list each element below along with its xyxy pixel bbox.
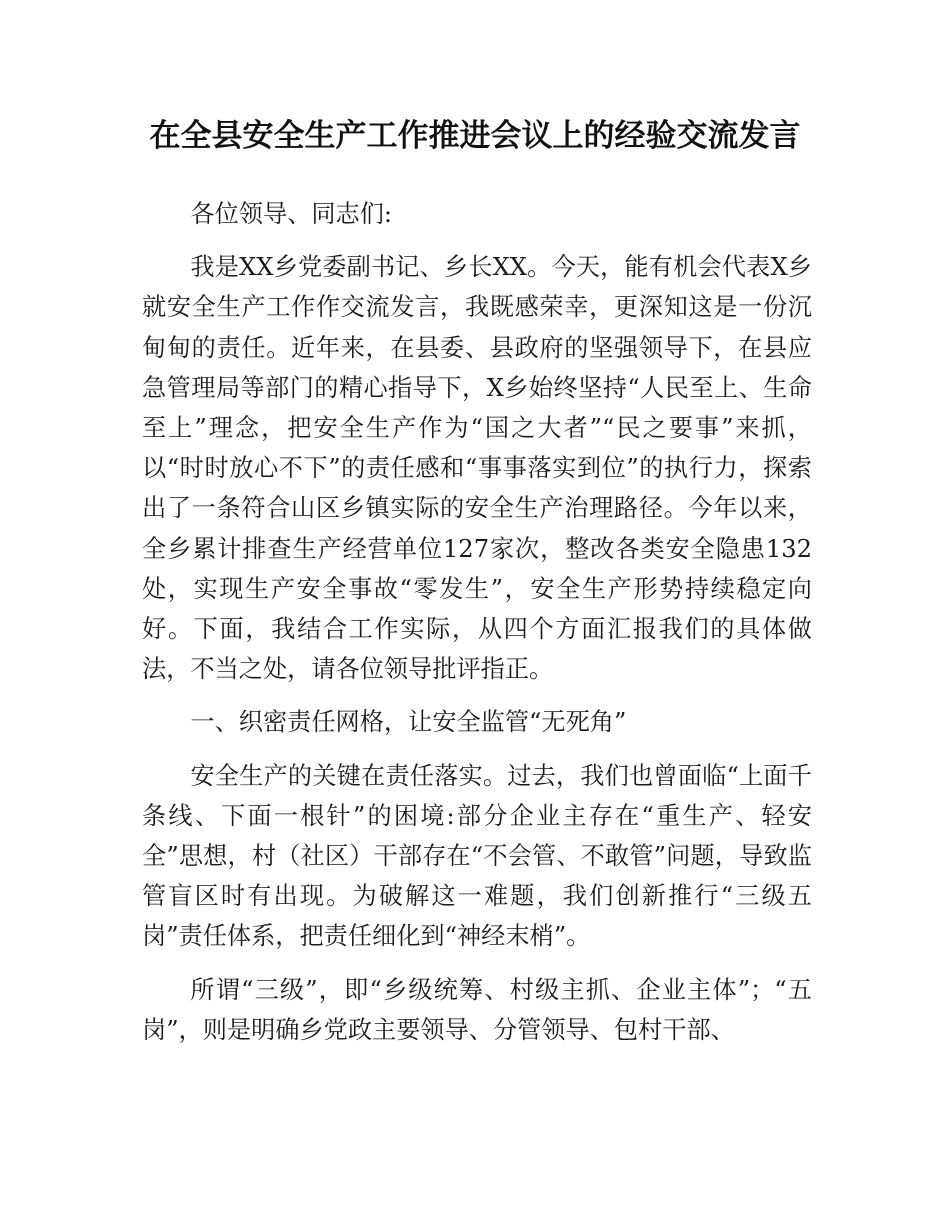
section-heading-1: 一、织密责任网格，让安全监管“无死角” bbox=[190, 708, 627, 737]
section-1-paragraph-2: 所谓“三级”，即“乡级统筹、村级主抓、企业主体”；“五岗”，则是明确乡党政主要领导、分管领导、包村干部、 bbox=[142, 975, 812, 1044]
introduction-paragraph: 我是XX乡党委副书记、乡长XX。今天，能有机会代表X乡就安全生产工作作交流发言，我既感荣幸，更深知这是一份沉甸甸的责任。近年来，在县委、县政府的坚强领导下，在县应急管理局等部门的精心指导下，X乡始终坚持“人民至上、生命至上”理念，把安全生产作为“国之大者”“民之要事”来抓，以“时时放心不下”的责任感和“事事落实到位”的执行力，探索出了一条符合山区乡镇实际的安全生产治理路径。今年以来，全乡累计排查生产经营单位127家次，整改各类安全隐患132处，实现生产安全事故“零发生”，安全生产形势持续稳定向好。下面，我结合工作实际，从四个方面汇报我们的具体做法，不当之处，请各位领导批评指正。 bbox=[142, 253, 812, 684]
document-body bbox=[142, 194, 812, 1063]
section-1-paragraph-1: 安全生产的关键在责任落实。过去，我们也曾面临“上面千条线、下面一根针”的困境:部分企业主存在“重生产、轻安全”思想，村（社区）干部存在“不会管、不敢管”问题，导致监管盲区时有出现。为破解这一难题，我们创新推行“三级五岗”责任体系，把责任细化到“神经末梢”。 bbox=[142, 761, 812, 951]
salutation-paragraph: 各位领导、同志们: bbox=[190, 200, 393, 228]
document-title: 在全县安全生产工作推进会议上的经验交流发言 bbox=[149, 118, 801, 154]
